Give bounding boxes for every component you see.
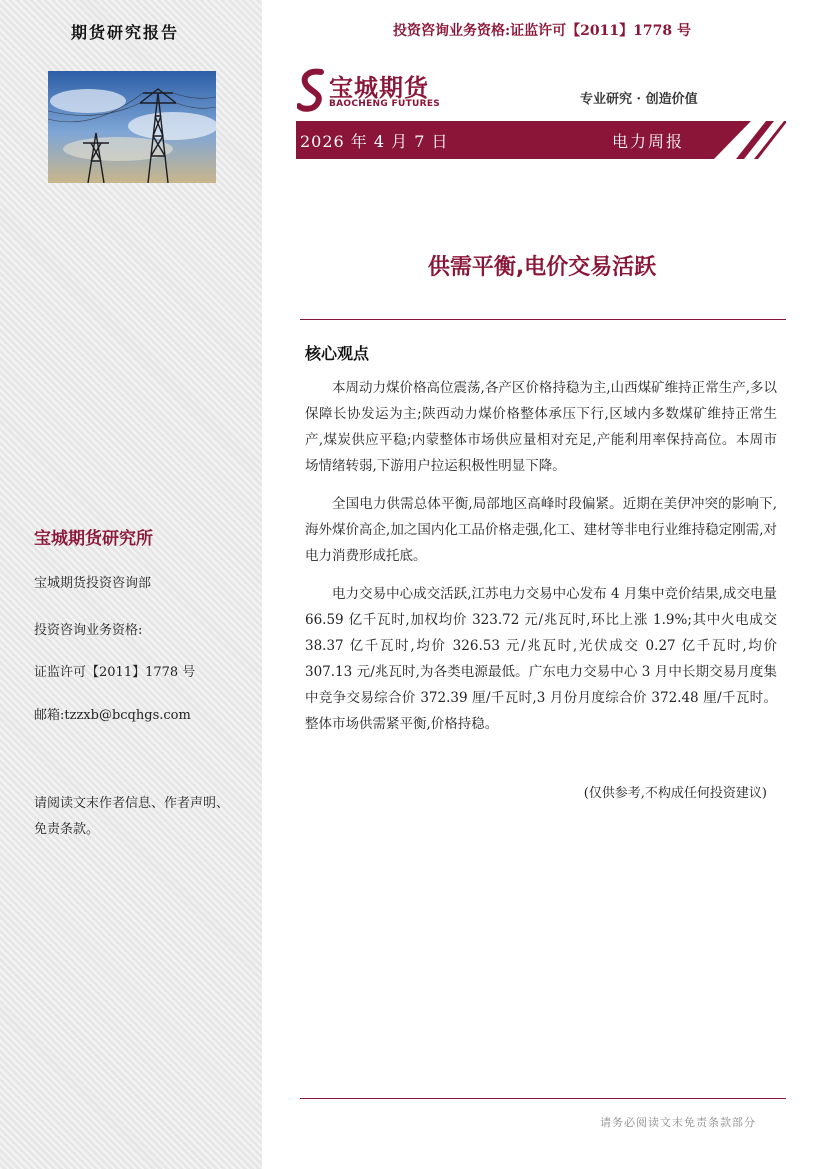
logo-english-text: BAOCHENG FUTURES	[329, 99, 441, 109]
report-headline: 供需平衡,电价交易活跃	[427, 255, 657, 280]
company-logo	[297, 68, 447, 114]
logo-mark-icon	[297, 68, 327, 112]
section-title-core-view: 核心观点	[305, 344, 370, 363]
reading-note: 请阅读文末作者信息、作者声明、免责条款。	[34, 796, 230, 837]
email-address: 邮箱:tzzxb@bcqhgs.com	[34, 708, 191, 723]
qualification-label: 投资咨询业务资格:	[34, 623, 143, 638]
sidebar	[0, 0, 262, 1169]
report-body	[305, 375, 777, 749]
department-name: 宝城期货投资咨询部	[34, 576, 152, 591]
paragraph: 本周动力煤价格高位震荡,各产区价格持稳为主,山西煤矿维持正常生产,多以保障长协发运为主;陕西动力煤价格整体承压下行,区域内多数煤矿维持正常生产,煤炭供应平稳;内蒙整体市场供应量相对充足,产能利用率保持高位。本周市场情绪转弱,下游用户拉运积极性明显下降。	[305, 380, 777, 474]
logo-chinese-text: 宝城期货	[329, 73, 429, 102]
footer-note: 请务必阅读文末免责条款部分	[600, 1116, 756, 1129]
company-slogan: 专业研究 · 创造价值	[580, 92, 698, 107]
paragraph: 全国电力供需总体平衡,局部地区高峰时段偏紧。近期在美伊冲突的影响下,海外煤价高企,加之国内化工品价格走强,化工、建材等非电行业维持稳定刚需,对电力消费形成托底。	[305, 496, 777, 564]
qualification-banner: 投资咨询业务资格:证监许可【2011】1778 号	[393, 23, 691, 39]
power-tower-photo	[48, 71, 216, 183]
report-date: 2026 年 4 月 7 日	[300, 132, 449, 151]
paragraph: 电力交易中心成交活跃,江苏电力交易中心发布 4 月集中竞价结果,成交电量 66.59 亿千瓦时,加权均价 323.72 元/兆瓦时,环比上涨 1.9%;其中火电成交 38.37 亿千瓦时,均价 326.53 元/兆瓦时,光伏成交 0.27 亿千瓦时,均价 307.13 元/兆瓦时,为各类电源最低。广东电力交易中心 3 月中长期交易月度集中竞争交易综合价 372.39 厘/千瓦时,3 月份月度综合价 372.48 厘/千瓦时。整体市场供需紧平衡,价格持稳。	[305, 586, 777, 732]
divider-bottom	[300, 1098, 786, 1099]
license-number: 证监许可【2011】1778 号	[34, 665, 196, 680]
report-name: 电力周报	[612, 132, 685, 151]
divider-top	[300, 319, 786, 320]
investment-disclaimer: (仅供参考,不构成任何投资建议)	[583, 786, 767, 801]
institute-name: 宝城期货研究所	[34, 529, 153, 549]
power-tower-image	[48, 71, 216, 183]
report-type-label: 期货研究报告	[70, 23, 179, 42]
